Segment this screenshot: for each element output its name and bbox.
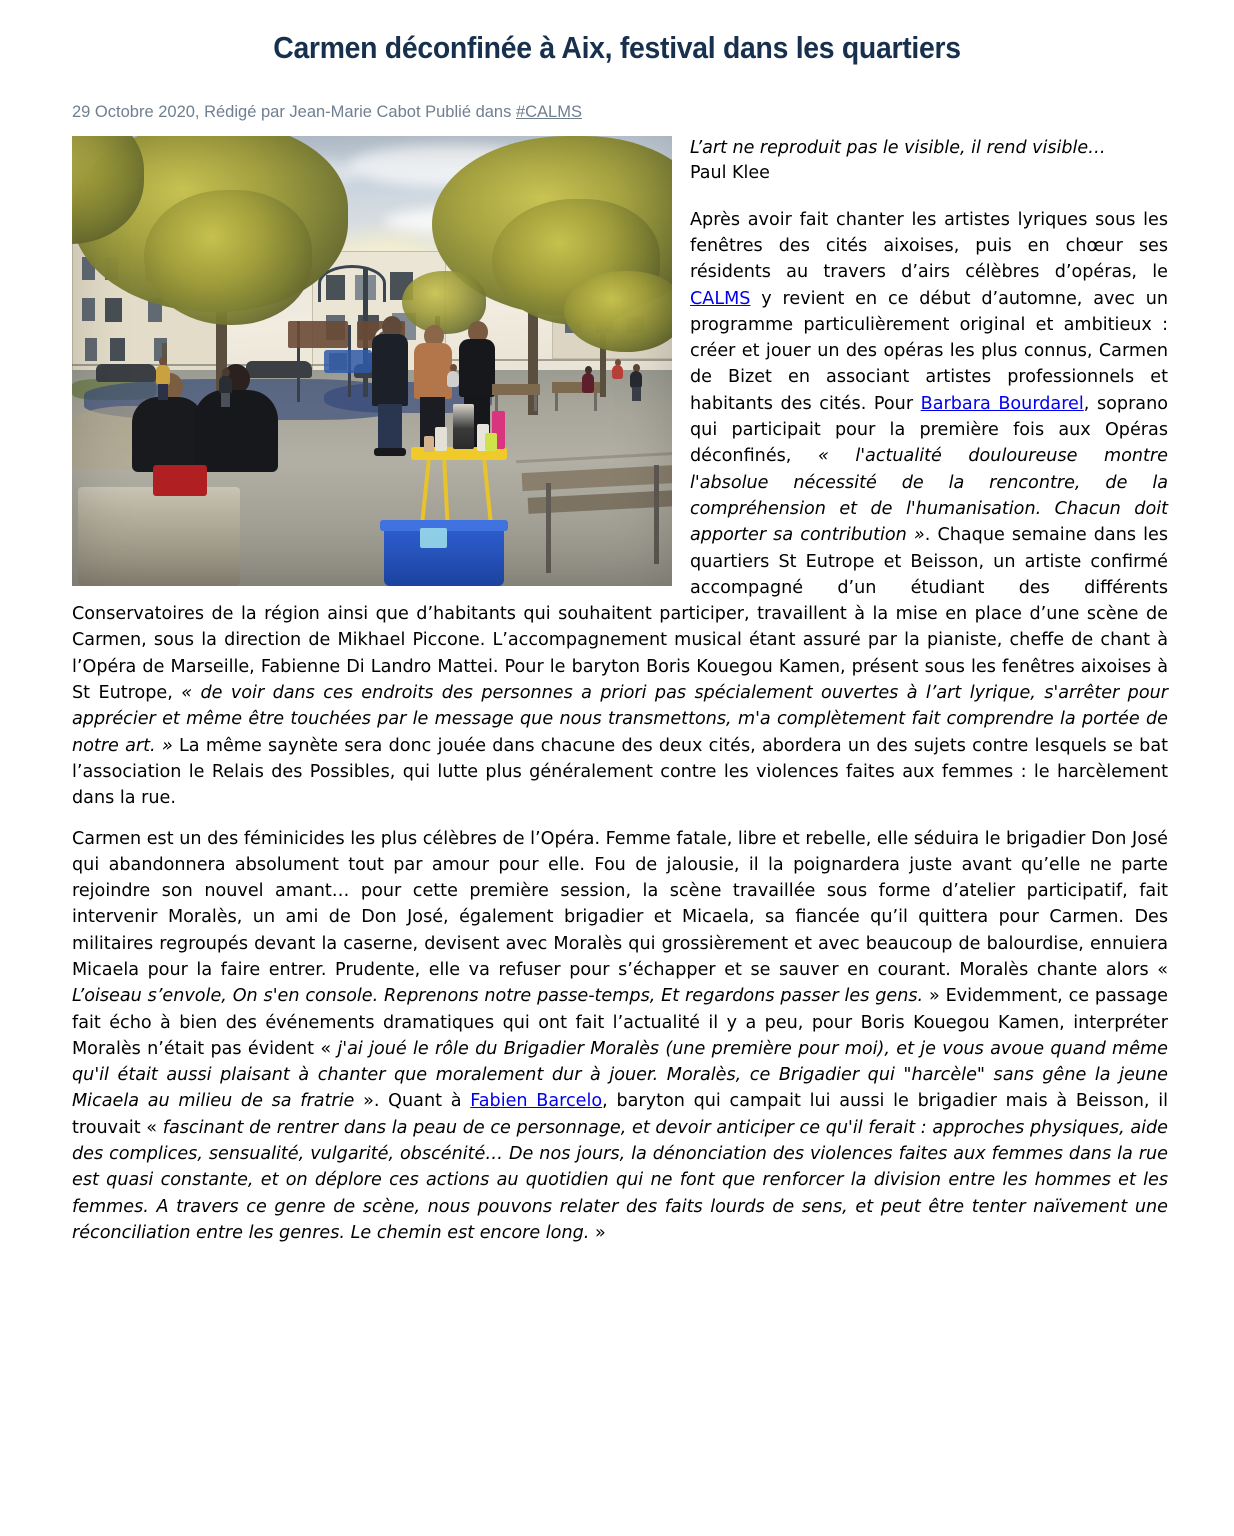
p2-quote-kouegou: j'ai joué le rôle du Brigadier Moralès (une première pour moi), et je vous avoue quand même qu'il était aussi plaisant à chanter que moralement dur à jouer. Moralès, ce Brigadier qui "harcèle" sans gêne la jeune Micaela au milieu de sa fratrie xyxy=(72,1038,1168,1112)
barbara-bourdarel-link[interactable]: Barbara Bourdarel xyxy=(920,393,1084,414)
paragraph-2 xyxy=(72,826,1168,1247)
p2-text-a: Carmen est un des féminicides les plus célèbres de l’Opéra. Femme fatale, libre et rebelle, elle séduira le brigadier Don José qui abandonnera absolument tout par amour pour elle. Fou de jalousie, il la poignardera juste avant qu’elle ne parte rejoindre son nouvel amant… pour cette première session, la scène travaillée sous forme d’atelier participatif, fait intervenir Moralès, un ami de Don José, également brigadier et Micaela, sa fiancée qu’il quittera pour Carmen. Des militaires regroupés devant la caserne, devisent avec Moralès qui grossièrement et avec beaucoup de balourdise, ennuiera Micaela pour la faire entrer. Prudente, elle va refuser pour s’échapper et se sauver en courant. Moralès chante alors « xyxy=(72,828,1168,980)
photo-thermos xyxy=(453,404,474,449)
p1-text-c: , soprano qui participait pour la première fois aux Opéras déconfinés, xyxy=(690,393,1168,467)
p1-text-a: Après avoir fait chanter les artistes lyriques sous les fenêtres des cités aixoises, puis en chœur ses résidents au travers d’airs célèbres d’opéras, le xyxy=(690,209,1168,283)
calms-link[interactable]: CALMS xyxy=(690,288,751,309)
p2-text-e: » xyxy=(589,1222,606,1243)
epigraph-quote: L’art ne reproduit pas le visible, il rend visible… xyxy=(690,138,1106,159)
page-title: Carmen déconfinée à Aix, festival dans les quartiers xyxy=(273,31,961,65)
byline-text: 29 Octobre 2020, Rédigé par Jean-Marie Cabot Publié dans xyxy=(72,102,516,121)
p2-text-b: » Evidemment, ce passage fait écho à bien des événements dramatiques qui ont fait l’actualité il y a peu, pour Boris Kouegou Kamen, interpréter Moralès n’était pas évident « xyxy=(72,986,1168,1059)
fabien-barcelo-link[interactable]: Fabien Barcelo xyxy=(470,1091,603,1112)
p1-text-e: La même saynète sera donc jouée dans chacune des deux cités, abordera un des sujets contre lesquels se bat l’association le Relais des Possibles, qui lutte plus généralement contre les violences faites aux femmes : le harcèlement dans la rue. xyxy=(72,735,1169,809)
p2-quote-barcelo: fascinant de rentrer dans la peau de ce personnage, et devoir anticiper ce qu'il ferait : approches physiques, aide des complices, sensualité, vulgarité, obscénité… De nos jours, la dénonciation des violences faites aux femmes dans la rue est quasi constante, et on déplore ces actions au quotidien qui ne font que renforcer la division entre les hommes et les femmes. A travers ce genre de scène, nous pouvons relater des faits lourds de sens, et peut être tenter naïvement une réconciliation entre les genres. Le chemin est encore long. xyxy=(72,1117,1168,1243)
photo-concrete-block xyxy=(78,487,240,586)
p2-quote-oiseau: L’oiseau s’envole, On s'en console. Reprenons notre passe-temps, Et regardons passer les gens. xyxy=(72,986,924,1007)
p1-quote-kouegou: « de voir dans ces endroits des personnes a priori pas spécialement ouvertes à l’art lyrique, s'arrêter pour apprécier et même être touchées par le message que nous transmettons, m'a complètement fait comprendre la portée de notre art. » xyxy=(72,683,1168,756)
article-photo xyxy=(72,136,672,586)
p1-text-b: y revient en ce début d’automne, avec un programme particulièrement original et ambitieux : créer et jouer un des opéras les plus connus, Carmen de Bizet en associant artistes professionnels et habitants des cités. Pour xyxy=(690,288,1168,414)
article-content xyxy=(0,122,1234,1246)
byline-category-link[interactable]: #CALMS xyxy=(515,102,582,121)
p1-quote-bourdarel: « l'actualité douloureuse montre l'absolue nécessité de la rencontre, de la compréhension et de l'humanisation. Chacun doit apporter sa contribution » xyxy=(690,446,1168,546)
photo-red-bag xyxy=(153,465,207,497)
p2-text-d: , baryton qui campait lui aussi le brigadier mais à Beisson, il trouvait « xyxy=(72,1091,1168,1138)
p2-text-c: ». Quant à xyxy=(354,1091,471,1112)
epigraph-author: Paul Klee xyxy=(690,162,770,183)
byline xyxy=(0,67,1234,123)
p1-text-d: . Chaque semaine dans les quartiers St Eutrope et Beisson, un artiste confirmé accompagné d’un étudiant des différents Conservatoires de la région ainsi que d’habitants qui souhaitent participer, travaillent à la mise en place d’une scène de Carmen, sous la direction de Mikhael Piccone. L’accompagnement musical étant assuré par la pianiste, cheffe de chant à l’Opéra de Marseille, Fabienne Di Landro Mattei. Pour le baryton Boris Kouegou Kamen, présent sous les fenêtres aixoises à St Eutrope, xyxy=(72,525,1168,704)
